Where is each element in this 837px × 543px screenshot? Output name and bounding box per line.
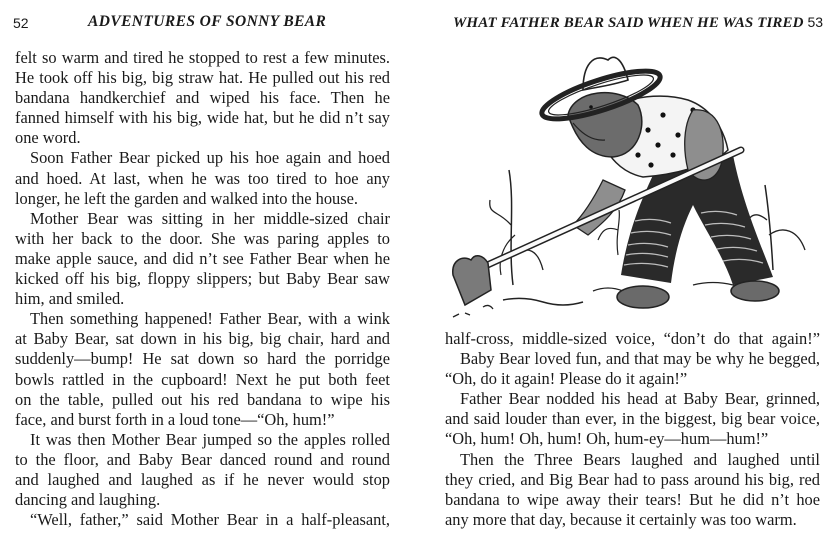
text-line: Father Bear nodded his head at Baby Bear, grinned, [460, 389, 820, 409]
text-line: him, and smiled. [15, 289, 125, 309]
book-title-header: ADVENTURES OF SONNY BEAR [88, 13, 327, 30]
text-line: and said louder than ever, in the biggest, big bear voice, [445, 409, 820, 429]
text-line: bandana to wipe away their tears! But he did n’t hoe [445, 489, 820, 509]
text-line: half-cross, middle-sized voice, “don’t do that again!” [445, 329, 820, 348]
text-line: longer, he left the garden and walked into the house. [15, 188, 358, 208]
text-line: Soon Father Bear picked up his hoe again and hoed [30, 148, 390, 168]
page-number-right: 53 [807, 14, 824, 30]
text-line: any more that day, because it certainly was too warm. [445, 509, 797, 529]
text-line: one word. [15, 128, 81, 148]
right-running-head [453, 13, 823, 32]
text-line: at Baby Bear, sat down in his big, big chair, hard and [15, 329, 390, 349]
text-line: Then the Three Bears laughed and laughed until [460, 449, 820, 469]
left-page [0, 0, 418, 543]
text-line: It was then Mother Bear jumped so the apples rolled [30, 429, 390, 449]
right-page-body [445, 329, 820, 530]
text-line: dancing and laughing. [15, 490, 161, 510]
text-line: Baby Bear loved fun, and that may be why he begged, [460, 349, 820, 369]
text-line: and hoed. At last, when he was too tired to hoe any [15, 168, 390, 188]
text-line: fanned himself with his big, wide hat, but he did n’t say [15, 108, 390, 128]
text-line: bandana handkerchief and wiped his face. Then he [15, 88, 390, 108]
text-line: suddenly—bump! He sat down so hard the porridge [15, 349, 390, 369]
bear-illustration-icon [443, 45, 813, 320]
text-line: He took off his big, big straw hat. He pulled out his red [15, 68, 390, 88]
text-line: “Oh, hum! Oh, hum! Oh, hum-ey—hum—hum!” [445, 429, 769, 449]
text-line: and laughed and laughed as if he never would stop [15, 469, 390, 489]
text-line: kicked off his big, floppy slippers; but Baby Bear saw [15, 269, 390, 289]
text-line: Mother Bear was sitting in her middle-sized chair [30, 208, 390, 228]
text-line: face, and burst forth in a loud tone—“Oh, hum!” [15, 409, 335, 429]
text-line: “Well, father,” said Mother Bear in a half-pleasant, [30, 510, 390, 530]
father-bear-hoeing-illustration [443, 45, 813, 320]
text-line: to the floor, and Baby Bear danced round and round [15, 449, 390, 469]
text-line: “Oh, do it again! Please do it again!” [445, 369, 688, 389]
left-page-body [15, 48, 390, 530]
text-line: with her back to the door. She was paring apples to [15, 228, 390, 248]
text-line: bowls rattled in the cupboard! Next he put both feet [15, 369, 390, 389]
chapter-title-header: WHAT FATHER BEAR SAID WHEN HE WAS TIRED [453, 15, 804, 31]
right-page [418, 0, 837, 543]
text-line: they cried, and Big Bear had to pass around his big, red [445, 469, 820, 489]
page-number-left: 52 [13, 15, 29, 31]
text-line: Then something happened! Father Bear, with a wink [30, 309, 390, 329]
text-line: make apple sauce, and did n’t see Father Bear when he [15, 248, 390, 268]
text-line: felt so warm and tired he stopped to rest a few minutes. [15, 48, 390, 67]
text-line: on the table, pulled out his red bandana to wipe his [15, 389, 390, 409]
